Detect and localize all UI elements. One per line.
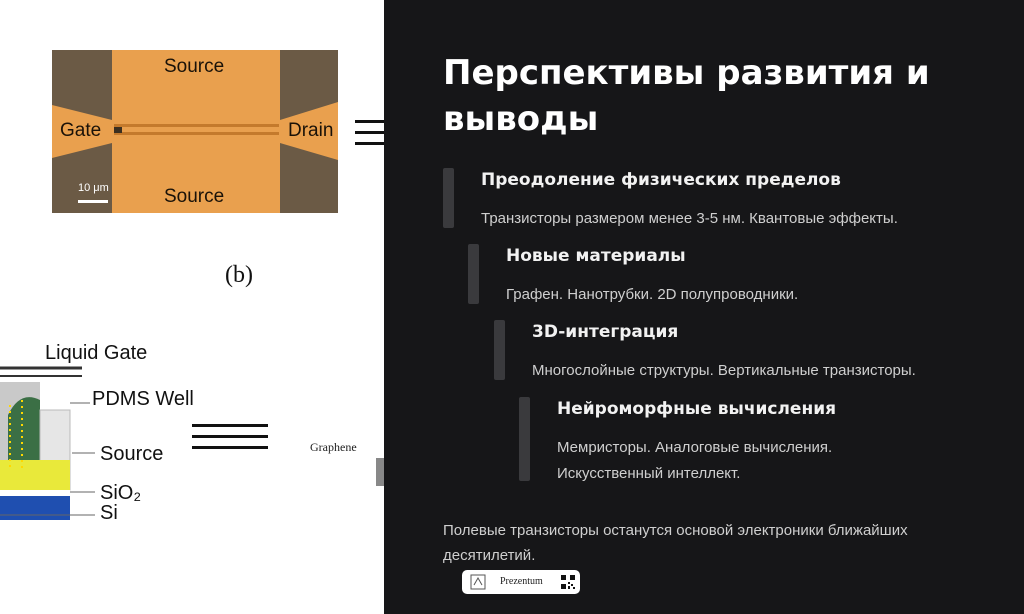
figure-panel [0,0,384,614]
device-micrograph [52,50,338,213]
conclusion-text: Полевые транзисторы останутся основой электроники ближайших десятилетий. [443,522,908,564]
step-text [557,435,832,487]
step-bar [468,244,479,304]
logo-icon [470,574,486,590]
figure-label-b: (b) [225,262,253,288]
slide-panel [384,0,1024,614]
step-bar [443,168,454,228]
step-text-line: Мемристоры. Аналоговые вычисления. [557,439,833,456]
prezentum-badge[interactable] [462,570,580,594]
step-heading: Нейроморфные вычисления [557,399,837,419]
step-bar [494,320,505,380]
badge-label: Prezentum [500,576,543,587]
equivalence-sign-bottom [192,424,268,457]
label-pdms-well: PDMS Well [92,388,194,410]
step-heading: Преодоление физических пределов [481,170,841,190]
label-source-top: Source [164,56,225,77]
label-graphene: Graphene [310,440,357,454]
label-gate: Gate [60,120,102,141]
scale-bar [78,200,108,203]
step-text: Транзисторы размером менее 3-5 нм. Квантовые эффекты. [481,210,898,227]
scale-label: 10 μm [78,182,109,194]
slide-title: Перспективы развития и выводы [443,53,930,139]
label-si: Si [100,502,118,524]
step-text: Графен. Нанотрубки. 2D полупроводники. [506,286,799,303]
step-text: Многослойные структуры. Вертикальные транзисторы. [532,362,916,379]
equivalence-sign-top [355,120,384,153]
label-source: Source [100,443,164,465]
label-sio2: SiO₂ [100,482,142,504]
step-heading: Новые материалы [506,246,686,266]
label-drain: Drain [288,120,334,141]
label-source-bottom: Source [164,186,225,207]
graphene-edge [376,458,384,486]
qr-code-icon [560,574,576,590]
step-heading: 3D-интеграция [532,322,679,342]
label-liquid-gate: Liquid Gate [45,342,148,364]
step-bar [519,397,530,481]
step-text-line: Искусственный интеллект. [557,465,741,482]
